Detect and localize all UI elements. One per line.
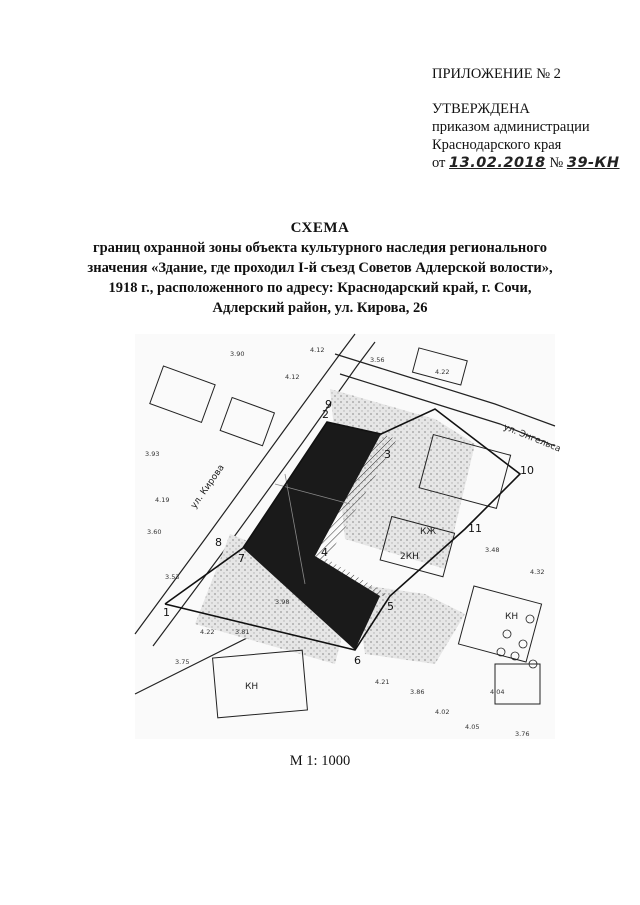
building-label-4: КН	[505, 612, 519, 622]
title-line-1: границ охранной зоны объекта культурного наследия регионального	[93, 240, 547, 256]
order-date: 13.02.2018	[449, 155, 546, 171]
title-main: СХЕМА	[290, 220, 350, 236]
elevation-mark: 3.56	[370, 356, 385, 364]
point-label-2: 2	[322, 408, 329, 421]
elevation-mark: 3.98	[275, 598, 290, 606]
elevation-mark: 4.12	[310, 346, 325, 354]
elevation-mark: 3.93	[145, 450, 160, 458]
title-line-3: 1918 г., расположенного по адресу: Краснодарский край, г. Сочи,	[108, 280, 532, 296]
street-label-engels: ул. Энгельса	[501, 422, 562, 455]
number-prefix: №	[549, 155, 564, 171]
approval-block	[432, 100, 620, 172]
point-label-8: 8	[215, 536, 222, 549]
approved-label: УТВЕРЖДЕНА	[432, 101, 530, 117]
approved-region-line: Краснодарского края	[432, 137, 562, 153]
title-line-2: значения «Здание, где проходил I-й съезд Советов Адлерской волости»,	[87, 260, 553, 276]
elevation-mark: 3.81	[235, 628, 250, 636]
document-title	[0, 218, 640, 318]
elevation-mark: 4.12	[285, 373, 300, 381]
elevation-mark: 4.22	[200, 628, 215, 636]
elevation-mark: 4.22	[435, 368, 450, 376]
building-label-2: 2КН	[400, 552, 419, 562]
order-date-number	[432, 154, 620, 172]
point-label-5: 5	[387, 600, 394, 613]
order-number: 39-КН	[566, 155, 620, 171]
site-plan-map	[135, 334, 562, 739]
elevation-mark: 3.86	[410, 688, 425, 696]
building-label-3: КН	[245, 682, 259, 692]
point-label-11: 11	[468, 522, 482, 535]
building-label-1: КЖ	[420, 527, 437, 537]
date-prefix: от	[432, 155, 446, 171]
point-label-4: 4	[321, 546, 328, 559]
map-scale: М 1: 1000	[289, 753, 351, 769]
point-label-6: 6	[354, 654, 361, 667]
elevation-mark: 3.76	[515, 730, 530, 738]
elevation-mark: 4.21	[375, 678, 390, 686]
elevation-mark: 3.48	[485, 546, 500, 554]
title-line-4: Адлерский район, ул. Кирова, 26	[212, 300, 428, 316]
point-label-1: 1	[163, 606, 170, 619]
elevation-mark: 3.53	[165, 573, 180, 581]
elevation-mark: 4.32	[530, 568, 545, 576]
elevation-mark: 3.90	[230, 350, 245, 358]
appendix-label: ПРИЛОЖЕНИЕ № 2	[432, 66, 561, 82]
elevation-mark: 4.04	[490, 688, 505, 696]
elevation-mark: 4.05	[465, 723, 480, 731]
point-label-7: 7	[238, 552, 245, 565]
elevation-mark: 4.19	[155, 496, 170, 504]
elevation-mark: 4.02	[435, 708, 450, 716]
street-label-kirova: ул. Кирова	[189, 463, 227, 511]
point-label-9: 9	[325, 398, 332, 411]
elevation-mark: 3.75	[175, 658, 190, 666]
elevation-mark: 3.60	[147, 528, 162, 536]
point-label-3: 3	[384, 448, 391, 461]
point-label-10: 10	[520, 464, 534, 477]
approved-by-line: приказом администрации	[432, 119, 590, 135]
